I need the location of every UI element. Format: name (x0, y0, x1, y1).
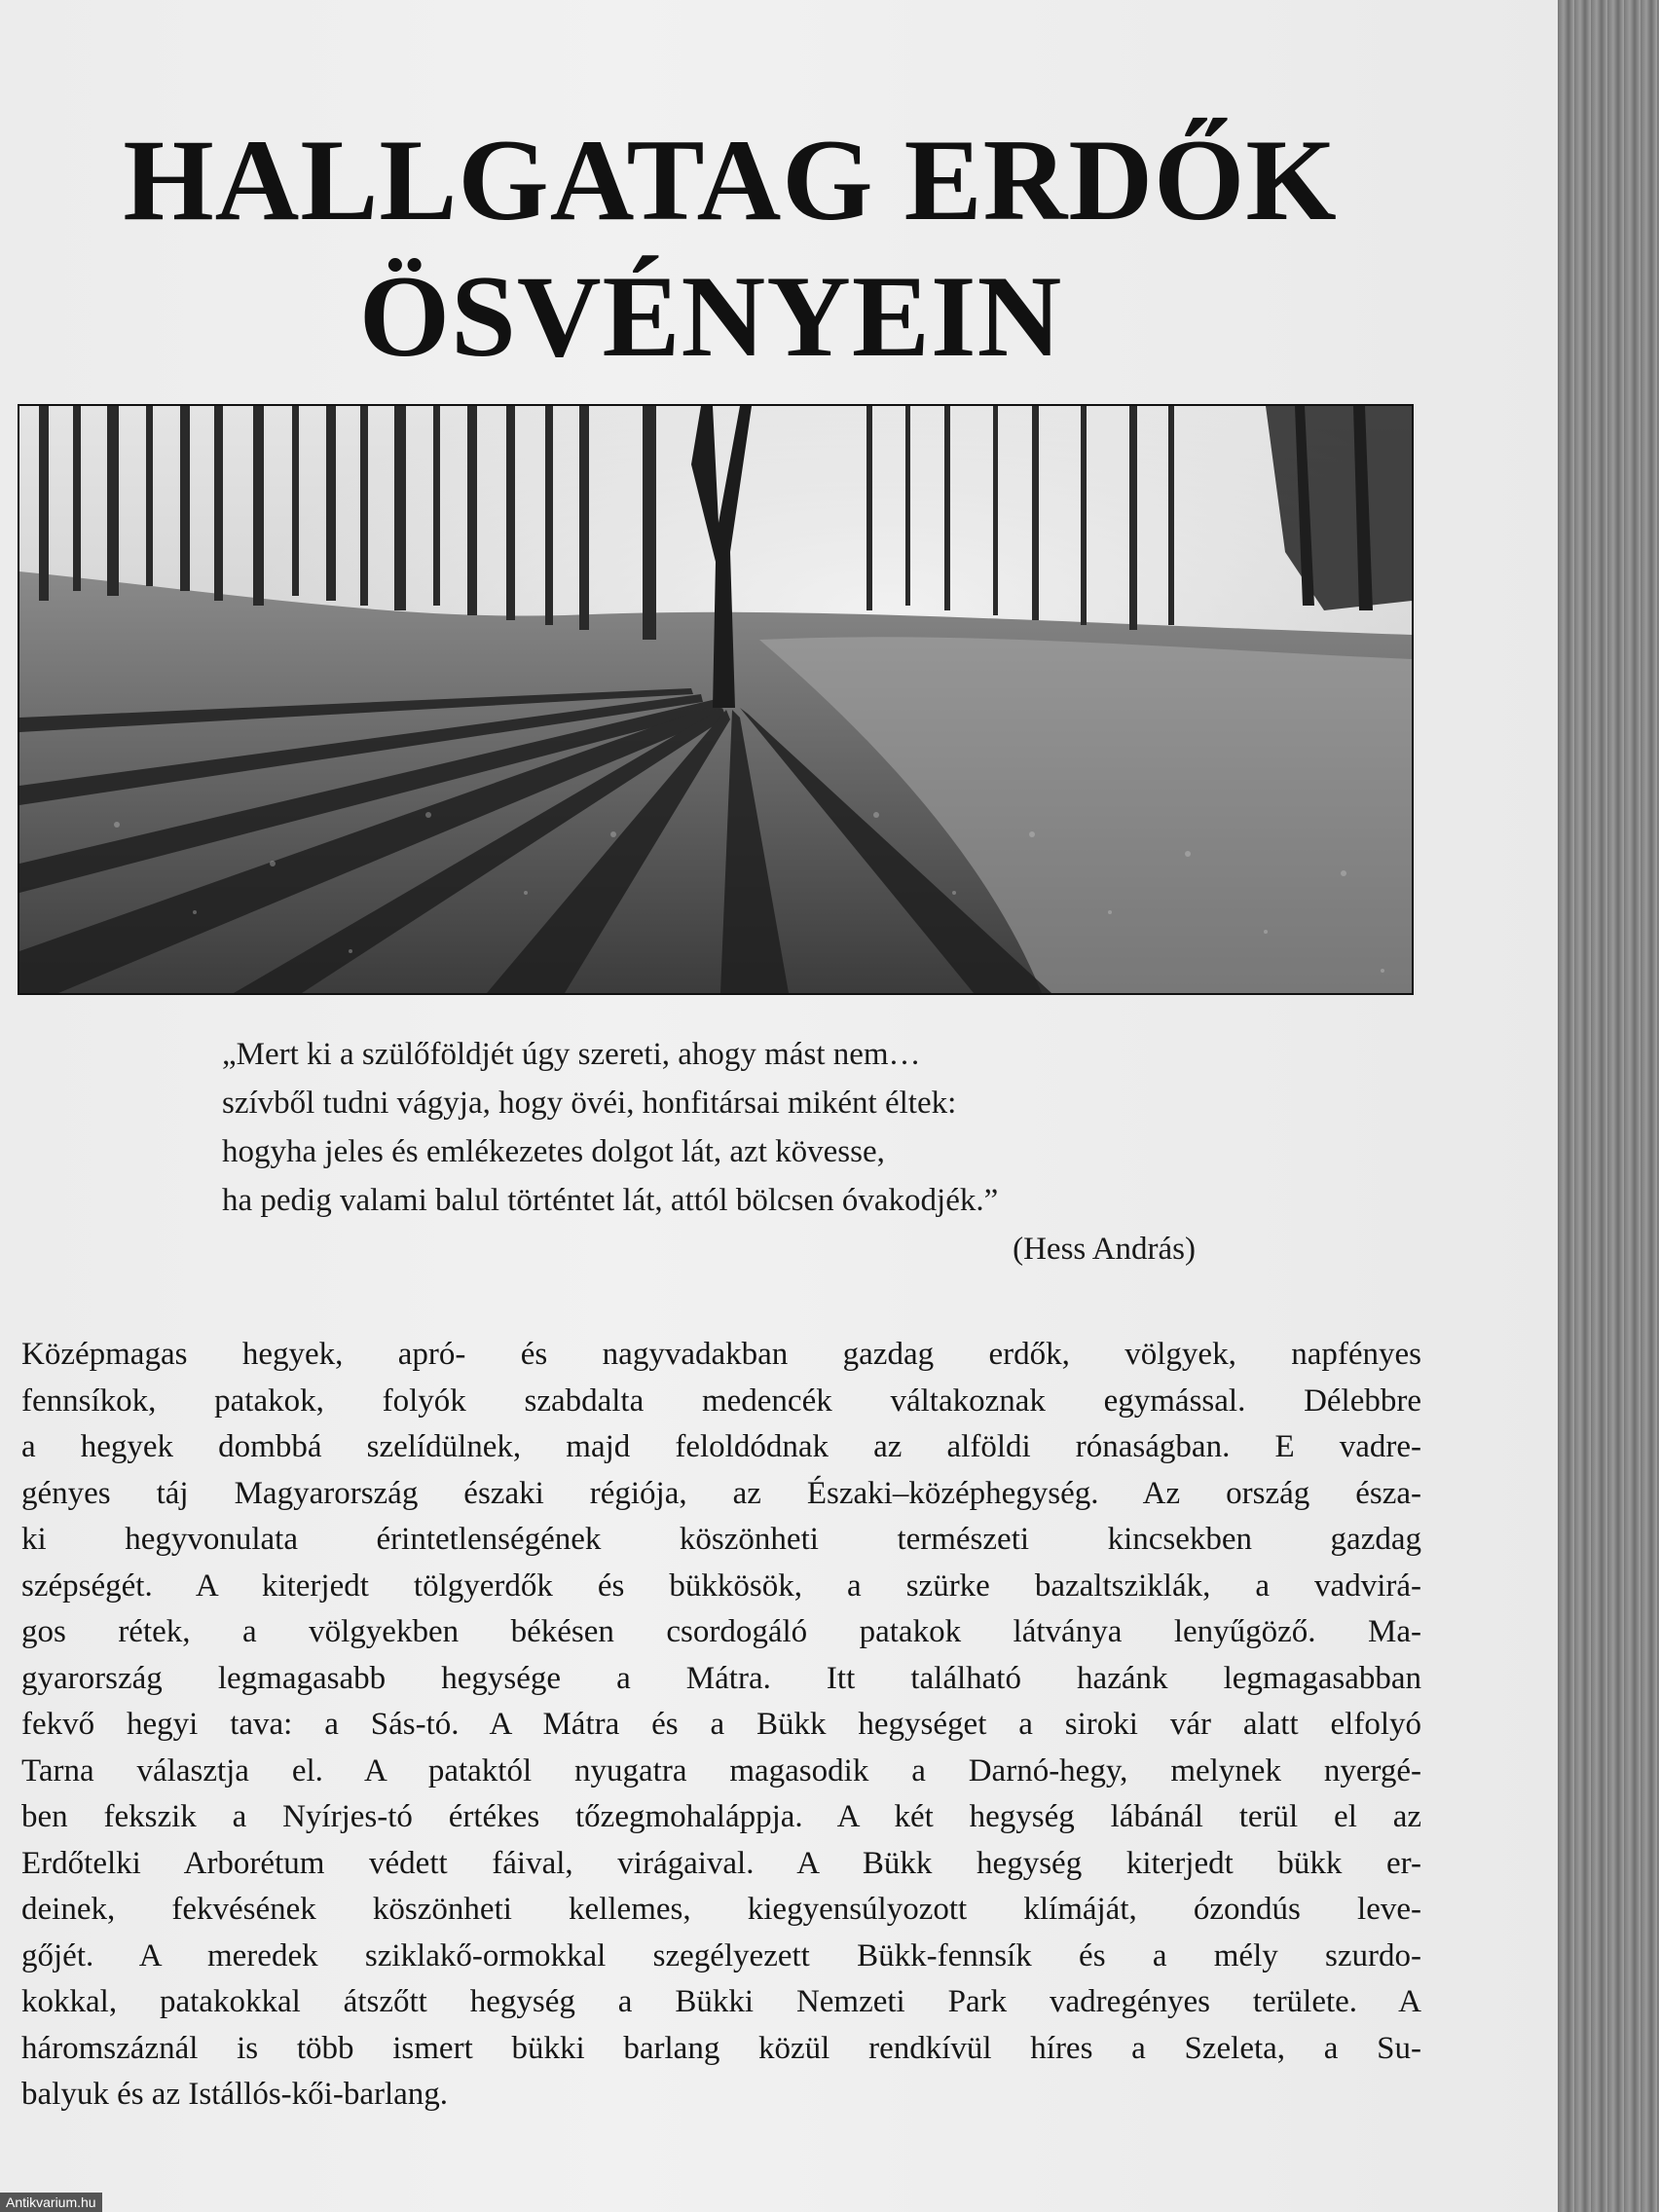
body-line: gos rétek, a völgyekben békésen csordogáló patakok látványa lenyűgöző. Ma- (21, 1614, 1421, 1649)
book-gutter (1558, 0, 1659, 2212)
quote-line: ha pedig valami balul történtet lát, attól bölcsen óvakodjék.” (222, 1183, 999, 1218)
body-line: fekvő hegyi tava: a Sás-tó. A Mátra és a Bükk hegységet a siroki vár alatt elfolyó (21, 1707, 1421, 1742)
title-line-1: HALLGATAG ERDŐK (123, 115, 1338, 245)
body-line: deinek, fekvésének köszönheti kellemes, kiegyensúlyozott klímáját, ózondús leve- (21, 1892, 1421, 1927)
quote-line: hogyha jeles és emlékezetes dolgot lát, azt kövesse, (222, 1134, 885, 1169)
body-line: gyarország legmagasabb hegysége a Mátra. Itt található hazánk legmagasabban (21, 1660, 1421, 1696)
forest-photo-icon (19, 406, 1412, 993)
body-line: Erdőtelki Arborétum védett fáival, virágaival. A Bükk hegység kiterjedt bükk er- (21, 1845, 1421, 1881)
body-line: szépségét. A kiterjedt tölgyerdők és bükkösök, a szürke bazaltsziklák, a vadvirá- (21, 1567, 1421, 1604)
body-line: ki hegyvonulata érintetlenségének köszönheti természeti kincsekben gazdag (21, 1522, 1421, 1557)
quote-line: szívből tudni vágyja, hogy övéi, honfitársai miként éltek: (222, 1086, 957, 1121)
quote-author: (Hess András) (1013, 1232, 1196, 1267)
quote-line: „Mert ki a szülőföldjét úgy szereti, ahogy mást nem… (222, 1037, 921, 1072)
body-line: balyuk és az Istállós-kői-barlang. (21, 2077, 449, 2112)
body-line: háromszáznál is több ismert bükki barlang közül rendkívül híres a Szeleta, a Su- (21, 2030, 1421, 2066)
watermark: Antikvarium.hu (0, 2193, 102, 2212)
forest-photo (18, 404, 1414, 995)
body-line: Középmagas hegyek, apró- és nagyvadakban gazdag erdők, völgyek, napfényes (21, 1337, 1421, 1372)
body-line: kokkal, patakokkal átszőtt hegység a Bükki Nemzeti Park vadregényes területe. A (21, 1984, 1421, 2019)
body-line: ben fekszik a Nyírjes-tó értékes tőzegmohaláppja. A két hegység lábánál terül el az (21, 1799, 1421, 1834)
body-line: fennsíkok, patakok, folyók szabdalta medencék váltakoznak egymással. Délebbre (21, 1382, 1421, 1419)
body-line: gőjét. A meredek sziklakő-ormokkal szegélyezett Bükk-fennsík és a mély szurdo- (21, 1937, 1421, 1973)
body-line: a hegyek dombbá szelídülnek, majd feloldódnak az alföldi rónaságban. E vadre- (21, 1429, 1421, 1464)
body-paragraph (21, 1332, 1421, 2119)
title-line-2: ÖSVÉNYEIN (358, 251, 1063, 382)
body-line: gényes táj Magyarország északi régiója, az Északi–középhegység. Az ország észa- (21, 1475, 1421, 1511)
page-title (0, 112, 1421, 385)
epigraph-quote (222, 1030, 1293, 1273)
body-line: Tarna választja el. A pataktól nyugatra magasodik a Darnó-hegy, melynek nyergé- (21, 1752, 1421, 1788)
